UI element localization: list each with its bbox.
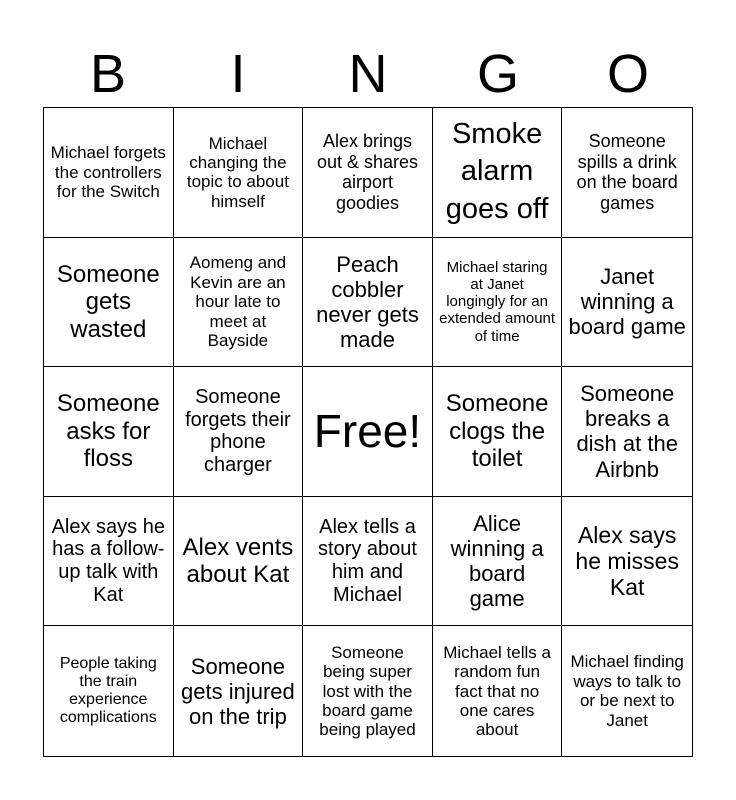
bingo-cell[interactable] [433, 108, 563, 238]
bingo-header [43, 42, 693, 106]
bingo-board [43, 107, 693, 757]
cell-text: Alex brings out & shares airport goodies [316, 131, 419, 213]
cell-text: Someone breaks a dish at the Airbnb [576, 381, 678, 482]
cell-text: Janet winning a board game [568, 264, 686, 340]
cell-text: Alex says he misses Kat [575, 521, 679, 601]
bingo-cell[interactable] [44, 497, 174, 627]
cell-text: Aomeng and Kevin are an hour late to meet at Bayside [189, 253, 287, 350]
bingo-cell[interactable] [174, 497, 304, 627]
bingo-cell[interactable] [44, 238, 174, 368]
cell-text: Michael forgets the controllers for the Switch [50, 143, 166, 201]
bingo-cell[interactable] [433, 238, 563, 368]
header-letter-i: I [230, 44, 246, 104]
free-space-label: Free! [313, 405, 422, 458]
bingo-cell[interactable] [303, 238, 433, 368]
cell-text: Someone forgets their phone charger [185, 385, 291, 477]
cell-text: Michael staring at Janet longingly for an extended amount of time [439, 259, 556, 345]
bingo-cell[interactable] [174, 367, 304, 497]
cell-text: Someone asks for floss [56, 390, 160, 473]
bingo-cell[interactable] [433, 497, 563, 627]
header-letter-n: N [348, 44, 388, 104]
bingo-cell[interactable] [303, 626, 433, 756]
cell-text: Peach cobbler never gets made [316, 251, 419, 352]
bingo-cell[interactable] [562, 626, 692, 756]
header-letter-b: B [89, 44, 127, 104]
bingo-cell[interactable] [303, 497, 433, 627]
cell-text: Someone clogs the toilet [445, 390, 549, 473]
cell-text: Someone being super lost with the board game being played [319, 642, 416, 740]
free-space[interactable] [303, 367, 433, 497]
cell-text: Someone gets wasted [56, 260, 160, 343]
header-letter-g: G [476, 44, 519, 104]
bingo-cell[interactable] [562, 497, 692, 627]
cell-text: Alex vents about Kat [182, 533, 294, 589]
cell-text: People taking the train experience complications [59, 654, 157, 727]
bingo-cell[interactable] [562, 108, 692, 238]
cell-text: Alex tells a story about him and Michael [318, 515, 417, 606]
bingo-cell[interactable] [433, 626, 563, 756]
bingo-cell[interactable] [174, 108, 304, 238]
bingo-cell[interactable] [44, 108, 174, 238]
bingo-cell[interactable] [433, 367, 563, 497]
cell-text: Michael changing the topic to about himself [186, 133, 289, 211]
cell-text: Michael finding ways to talk to or be next to Janet [570, 652, 684, 730]
cell-text: Alice winning a board game [450, 510, 544, 612]
cell-text: Michael tells a random fun fact that no one cares about [443, 642, 551, 740]
bingo-cell[interactable] [562, 238, 692, 368]
bingo-cell[interactable] [44, 626, 174, 756]
bingo-cell[interactable] [44, 367, 174, 497]
bingo-cell[interactable] [303, 108, 433, 238]
cell-text: Someone gets injured on the trip [181, 653, 295, 729]
bingo-cell[interactable] [174, 238, 304, 368]
cell-text: Someone spills a drink on the board games [576, 131, 678, 213]
header-letter-o: O [606, 44, 649, 104]
cell-text: Alex says he has a follow-up talk with Kat [51, 515, 165, 606]
bingo-cell[interactable] [562, 367, 692, 497]
cell-text: Smoke alarm goes off [445, 117, 549, 226]
bingo-cell[interactable] [174, 626, 304, 756]
